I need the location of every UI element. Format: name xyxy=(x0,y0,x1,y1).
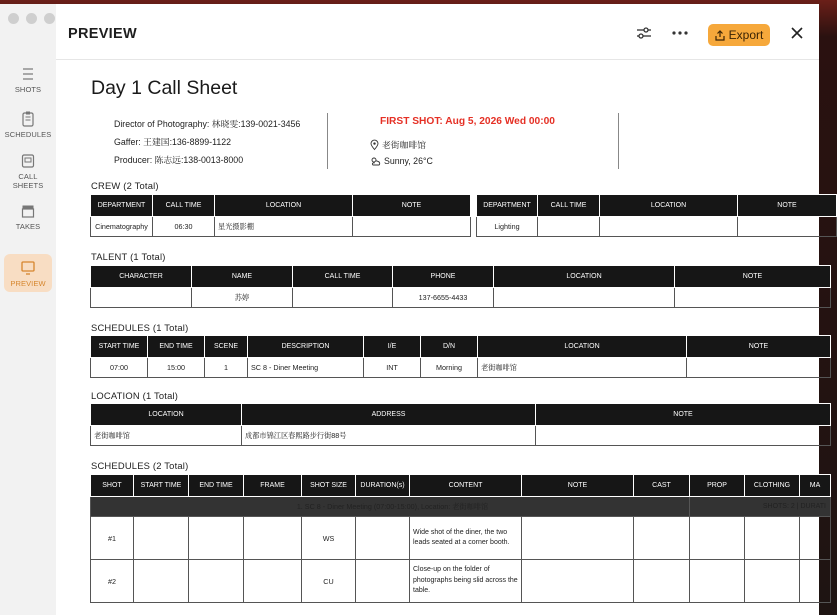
location-name: 老街咖啡馆 xyxy=(382,140,426,150)
cell: INT xyxy=(364,358,421,378)
cell: 老街咖啡馆 xyxy=(91,426,242,446)
column-header: NOTE xyxy=(536,404,831,426)
app-window xyxy=(0,4,826,615)
divider xyxy=(618,113,619,169)
close-window-button[interactable] xyxy=(8,13,19,24)
cell xyxy=(690,560,745,603)
cell xyxy=(675,288,831,308)
sidebar xyxy=(0,4,56,615)
sidebar-item-label: CALL SHEETS xyxy=(12,172,44,190)
cell xyxy=(800,560,831,603)
table-row xyxy=(91,358,831,378)
location-table xyxy=(90,403,831,446)
column-header: CALL TIME xyxy=(153,195,215,217)
sidebar-item-label: SHOTS xyxy=(14,85,42,94)
cell xyxy=(353,217,471,237)
column-header: SCENE xyxy=(205,336,248,358)
cell xyxy=(356,560,410,603)
column-header: END TIME xyxy=(189,475,244,497)
sidebar-item-call-sheets[interactable] xyxy=(0,153,56,190)
column-header: SHOT xyxy=(91,475,134,497)
table-row xyxy=(91,426,831,446)
cell xyxy=(634,517,690,560)
dop-contact: Director of Photography: 林晓雯:139-0021-3456 xyxy=(114,119,301,129)
crew-table-1 xyxy=(90,194,471,237)
cell: #2 xyxy=(91,560,134,603)
cell xyxy=(745,560,800,603)
cell xyxy=(538,217,600,237)
cell xyxy=(738,217,837,237)
page-title: PREVIEW xyxy=(68,26,137,42)
schedules-table xyxy=(90,335,831,378)
call-sheet-title: Day 1 Call Sheet xyxy=(91,77,238,99)
column-header: CALL TIME xyxy=(538,195,600,217)
column-header: CONTENT xyxy=(410,475,522,497)
schedules-heading: SCHEDULES (1 Total) xyxy=(91,322,189,333)
column-header: CHARACTER xyxy=(91,266,192,288)
table-row xyxy=(91,560,831,603)
column-header: LOCATION xyxy=(494,266,675,288)
column-header: CLOTHING xyxy=(745,475,800,497)
cell: 07:00 xyxy=(91,358,148,378)
cell xyxy=(800,517,831,560)
main-panel xyxy=(56,4,826,615)
cell xyxy=(189,560,244,603)
cell xyxy=(634,560,690,603)
cell: Lighting xyxy=(477,217,538,237)
column-header: DEPARTMENT xyxy=(91,195,153,217)
sidebar-item-preview[interactable] xyxy=(4,254,52,292)
column-header: DEPARTMENT xyxy=(477,195,538,217)
first-shot-time: FIRST SHOT: Aug 5, 2026 Wed 00:00 xyxy=(380,116,555,127)
column-header: FRAME xyxy=(244,475,302,497)
location-pin-icon xyxy=(370,140,379,150)
cell xyxy=(745,517,800,560)
cell: 137-6655-4433 xyxy=(393,288,494,308)
divider xyxy=(327,113,328,169)
call-sheet-preview xyxy=(56,61,826,615)
table-row xyxy=(91,217,471,237)
cell xyxy=(244,517,302,560)
key-contacts xyxy=(114,115,300,169)
minimize-window-button[interactable] xyxy=(26,13,37,24)
cell: Cinematography xyxy=(91,217,153,237)
settings-sliders-button[interactable] xyxy=(634,23,654,43)
cell: 苏婷 xyxy=(192,288,293,308)
column-header: PROP xyxy=(690,475,745,497)
call-sheet-icon xyxy=(18,153,38,169)
monitor-icon xyxy=(18,260,38,276)
cell xyxy=(134,560,189,603)
column-header: CALL TIME xyxy=(293,266,393,288)
window-controls xyxy=(8,13,55,24)
cell xyxy=(687,358,831,378)
crew-heading: CREW (2 Total) xyxy=(91,180,159,191)
cell xyxy=(91,288,192,308)
sidebar-item-label: TAKES xyxy=(15,222,41,231)
cell xyxy=(522,517,634,560)
cell: Close-up on the folder of photographs being slid across the table. xyxy=(410,560,522,603)
shots-table xyxy=(90,474,831,603)
upload-icon xyxy=(715,30,725,41)
location-info xyxy=(370,138,426,151)
column-header: START TIME xyxy=(134,475,189,497)
column-header: LOCATION xyxy=(478,336,687,358)
shots-schedule-heading: SCHEDULES (2 Total) xyxy=(91,460,189,471)
column-header: PHONE xyxy=(393,266,494,288)
column-header: MA xyxy=(800,475,831,497)
sliders-icon xyxy=(636,26,652,40)
cell xyxy=(293,288,393,308)
cell: CU xyxy=(302,560,356,603)
cell xyxy=(600,217,738,237)
cell xyxy=(690,517,745,560)
cell: WS xyxy=(302,517,356,560)
export-label: Export xyxy=(728,28,764,42)
sidebar-item-label: PREVIEW xyxy=(10,279,46,288)
close-icon xyxy=(790,26,804,40)
cell: SC 8 - Diner Meeting xyxy=(248,358,364,378)
sidebar-item-label: SCHEDULES xyxy=(4,130,52,139)
close-button[interactable] xyxy=(787,23,807,43)
export-button[interactable] xyxy=(708,24,770,46)
column-header: SHOT SIZE xyxy=(302,475,356,497)
cell: Morning xyxy=(421,358,478,378)
cell xyxy=(494,288,675,308)
producer-contact: Producer: 陈志远:138-0013-8000 xyxy=(114,155,244,165)
more-options-button[interactable] xyxy=(670,23,690,43)
scene-group-label: 1. SC 8 - Diner Meeting (07:00-15:00), Location: 老街咖啡馆 xyxy=(91,497,690,517)
scene-group-row xyxy=(91,497,831,517)
column-header: NOTE xyxy=(675,266,831,288)
cell: 老街咖啡馆 xyxy=(478,358,687,378)
crew-table-2 xyxy=(476,194,837,237)
column-header: NAME xyxy=(192,266,293,288)
cell: 成都市锦江区春熙路步行街88号 xyxy=(242,426,536,446)
toolbar xyxy=(56,4,819,60)
weather-icon xyxy=(370,156,381,166)
column-header: ADDRESS xyxy=(242,404,536,426)
cell: 1 xyxy=(205,358,248,378)
weather-info xyxy=(370,156,433,166)
zoom-window-button[interactable] xyxy=(44,13,55,24)
cell: Wide shot of the diner, the two leads seated at a corner booth. xyxy=(410,517,522,560)
sidebar-item-schedules[interactable] xyxy=(0,111,56,139)
column-header: NOTE xyxy=(738,195,837,217)
column-header: D/N xyxy=(421,336,478,358)
cell xyxy=(244,560,302,603)
cell xyxy=(134,517,189,560)
table-row xyxy=(91,517,831,560)
more-icon xyxy=(672,31,688,35)
column-header: NOTE xyxy=(353,195,471,217)
column-header: LOCATION xyxy=(600,195,738,217)
cell xyxy=(522,560,634,603)
sidebar-item-shots[interactable] xyxy=(0,66,56,94)
cell: 星光摄影棚 xyxy=(215,217,353,237)
column-header: NOTE xyxy=(687,336,831,358)
cell xyxy=(536,426,831,446)
cell: 15:00 xyxy=(148,358,205,378)
column-header: START TIME xyxy=(91,336,148,358)
clipboard-icon xyxy=(18,111,38,127)
column-header: LOCATION xyxy=(215,195,353,217)
gaffer-contact: Gaffer: 王建国:136-8899-1122 xyxy=(114,137,232,147)
cell: #1 xyxy=(91,517,134,560)
list-icon xyxy=(18,66,38,82)
column-header: DESCRIPTION xyxy=(248,336,364,358)
sidebar-item-takes[interactable] xyxy=(0,203,56,231)
column-header: NOTE xyxy=(522,475,634,497)
table-row xyxy=(477,217,837,237)
table-row xyxy=(91,288,831,308)
location-heading: LOCATION (1 Total) xyxy=(91,390,179,401)
cell xyxy=(189,517,244,560)
talent-heading: TALENT (1 Total) xyxy=(91,251,166,262)
cell xyxy=(356,517,410,560)
clapperboard-icon xyxy=(18,203,38,219)
column-header: END TIME xyxy=(148,336,205,358)
column-header: I/E xyxy=(364,336,421,358)
talent-table xyxy=(90,265,831,308)
cell: 06:30 xyxy=(153,217,215,237)
column-header: DURATION(s) xyxy=(356,475,410,497)
weather-text: Sunny, 26°C xyxy=(384,156,433,166)
column-header: CAST xyxy=(634,475,690,497)
column-header: LOCATION xyxy=(91,404,242,426)
scene-group-shots: SHOTS: 2 | DURATI xyxy=(690,497,831,517)
